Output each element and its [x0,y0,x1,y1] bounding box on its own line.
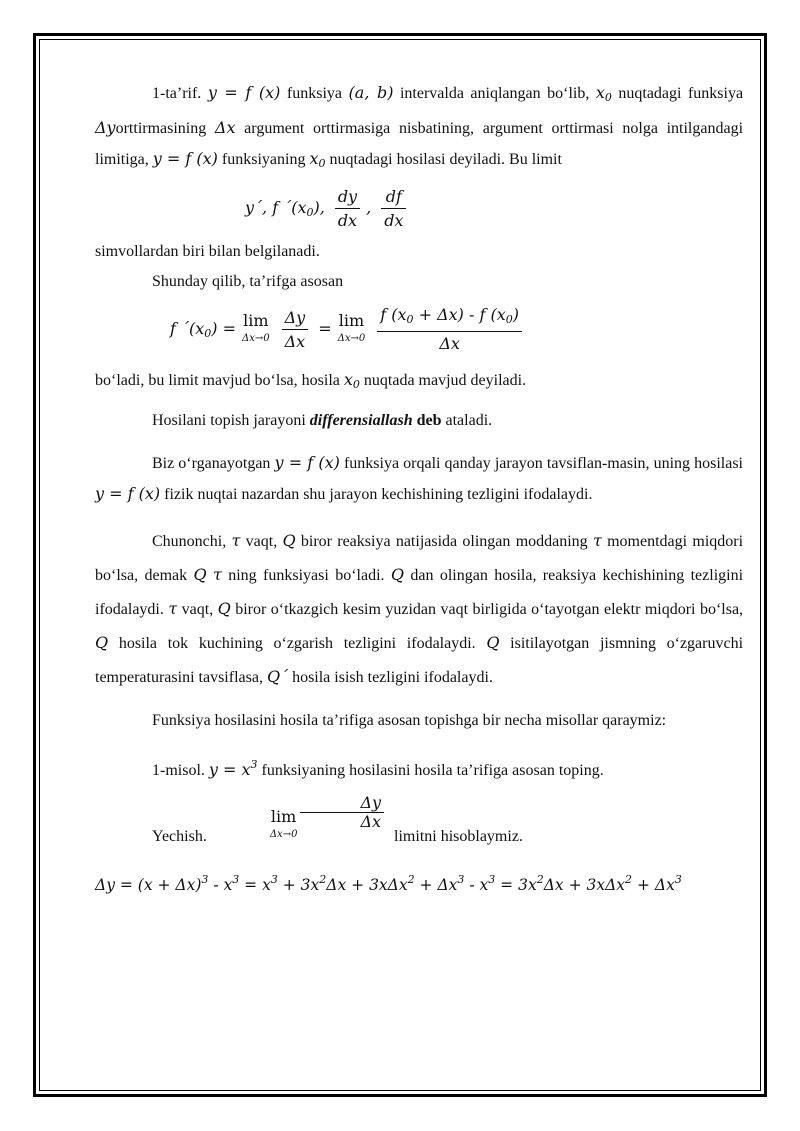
math-Q: Q [282,531,296,550]
limit-operator: lim Δx→0 [337,311,366,345]
math-Q: Q [217,599,231,618]
math-tau: τ [213,565,222,584]
math-Q: Q [486,633,500,652]
paragraph: Funksiya hosilasini hosila ta’rifiga asosan topishga bir necha misollar qaraymiz: [152,712,667,729]
math-x0: $x_0$ [309,149,326,170]
limit-operator: lim Δx→0 [269,807,298,840]
math-x0: $x_0$ [343,370,360,391]
document-page [95,78,743,900]
paragraph: simvollardan biri bilan belgilanadi. [95,243,320,260]
math-delta-y: Δy [95,118,116,137]
paragraph: Hosilani topish jarayoni differensiallash deb ataladi. [152,412,493,429]
example-paragraph: 1-misol. $y = x^3$ funksiyaning hosilasini hosila ta’rifiga asosan toping. [152,758,604,779]
math-function: y = f (x) [274,453,340,472]
fraction-df-dx: $\frac{df}{dx}$ [381,186,406,233]
math-function: y = f (x) [95,484,161,503]
math-tau: τ [168,599,178,618]
term-emphasis: differensiallash [309,412,413,429]
math-Q: Q [95,633,109,652]
text: intervalda aniqlangan bo‘lib, [399,85,590,102]
definition-label: 1-ta’rif. [152,85,202,102]
comma: , [366,198,372,217]
math-delta-x: Δx [214,118,236,137]
solution-paragraph: Yechish. lim Δx→0 $\frac{\Delta y}{\Delta x}$ limitni hisoblaymiz. [152,793,523,845]
math-function: y = f (x) [207,83,281,102]
definition-paragraph [95,78,743,179]
equals-sign: = [318,319,332,338]
math-Q-prime: Q´ [266,667,289,686]
math-tau: τ [592,531,602,550]
math-x0: $x_0$ [595,83,612,104]
derivative-definition-formula [95,297,743,361]
text: argument orttirmasiga nisbatining, argument orttirmasi nolga intilgandagi limitiga, [95,120,744,168]
derivative-symbols [95,179,743,237]
paragraph: bo‘ladi, bu limit mavjud bo‘lsa, hosila $x_0$ nuqtada mavjud deyiladi. [95,370,527,391]
math-prime-notation: y´, f $´(x_0)$, [245,198,325,219]
fraction-dy-over-dx: $\frac{\Delta y}{\Delta x}$ [300,794,384,831]
math-cube-function: $y = x^3$ [208,758,258,779]
paragraph: Chunonchi, τ vaqt, Q biror reaksiya natijasida olingan moddaning τ momentdagi miqdori bo‘lsa, demak Q τ ning funksiyasi bo‘ladi. Q dan olingan hosila, reaksiya kechishining tezligini ifodalaydi. τ vaqt, Q biror o‘tkazgich kesim yuzidan vaqt birligida o‘tayotgan elektr miqdori bo‘lsa, Q hosila tok kuchining o‘zgarish tezligini ifodalaydi. Q isitilayotgan jismning o‘zgaruvchi temperaturasini tavsiflasa, Q´ hosila isish tezligini ifodalaydi. [95,531,744,686]
text: nuqtadagi funksiya [618,85,744,102]
text: funksiya [286,85,343,102]
limit-operator: lim Δx→0 [242,311,270,345]
fraction-dy-dx: $\frac{dy}{dx}$ [335,186,360,233]
fraction-difference-quotient: $\frac{f (x_0 + \Delta x) - f (x_0)}{\Delta x}$ [377,304,522,356]
math-interval: (a, b) [348,83,394,102]
paragraph: Biz o‘rganayotgan y = f (x) funksiya orqali qanday jarayon tavsiflan-masin, uning hosilasi y = f (x) fizik nuqtai nazardan shu jarayon kechishining tezligini ifodalaydi. [95,453,743,503]
math-tau: τ [231,531,241,550]
math-Q: Q [193,565,207,584]
bold-text: deb [416,412,442,429]
paragraph: Shunday qilib, ta’rifga asosan [152,273,344,290]
math-function: y = f (x) [152,149,218,168]
text: funksiyaning [221,151,306,168]
fraction-dy-over-dx: $\frac{\Delta y}{\Delta x}$ [282,307,309,354]
text: orttirmasining [115,120,207,137]
expansion-equation: $\Delta y = (x + \Delta x)^3 - x^3 = x^3 + 3x^2\Delta x + 3x\Delta x^2 + \Delta x^3 - x^3 = 3x^2\Delta x + 3x\Delta x^2 + \Delta x^3$ [95,873,682,894]
text: nuqtadagi hosilasi deyiladi. Bu limit [329,151,562,168]
math-Q: Q [390,565,405,584]
math-lhs: f $´(x_0)$ = [170,319,237,340]
